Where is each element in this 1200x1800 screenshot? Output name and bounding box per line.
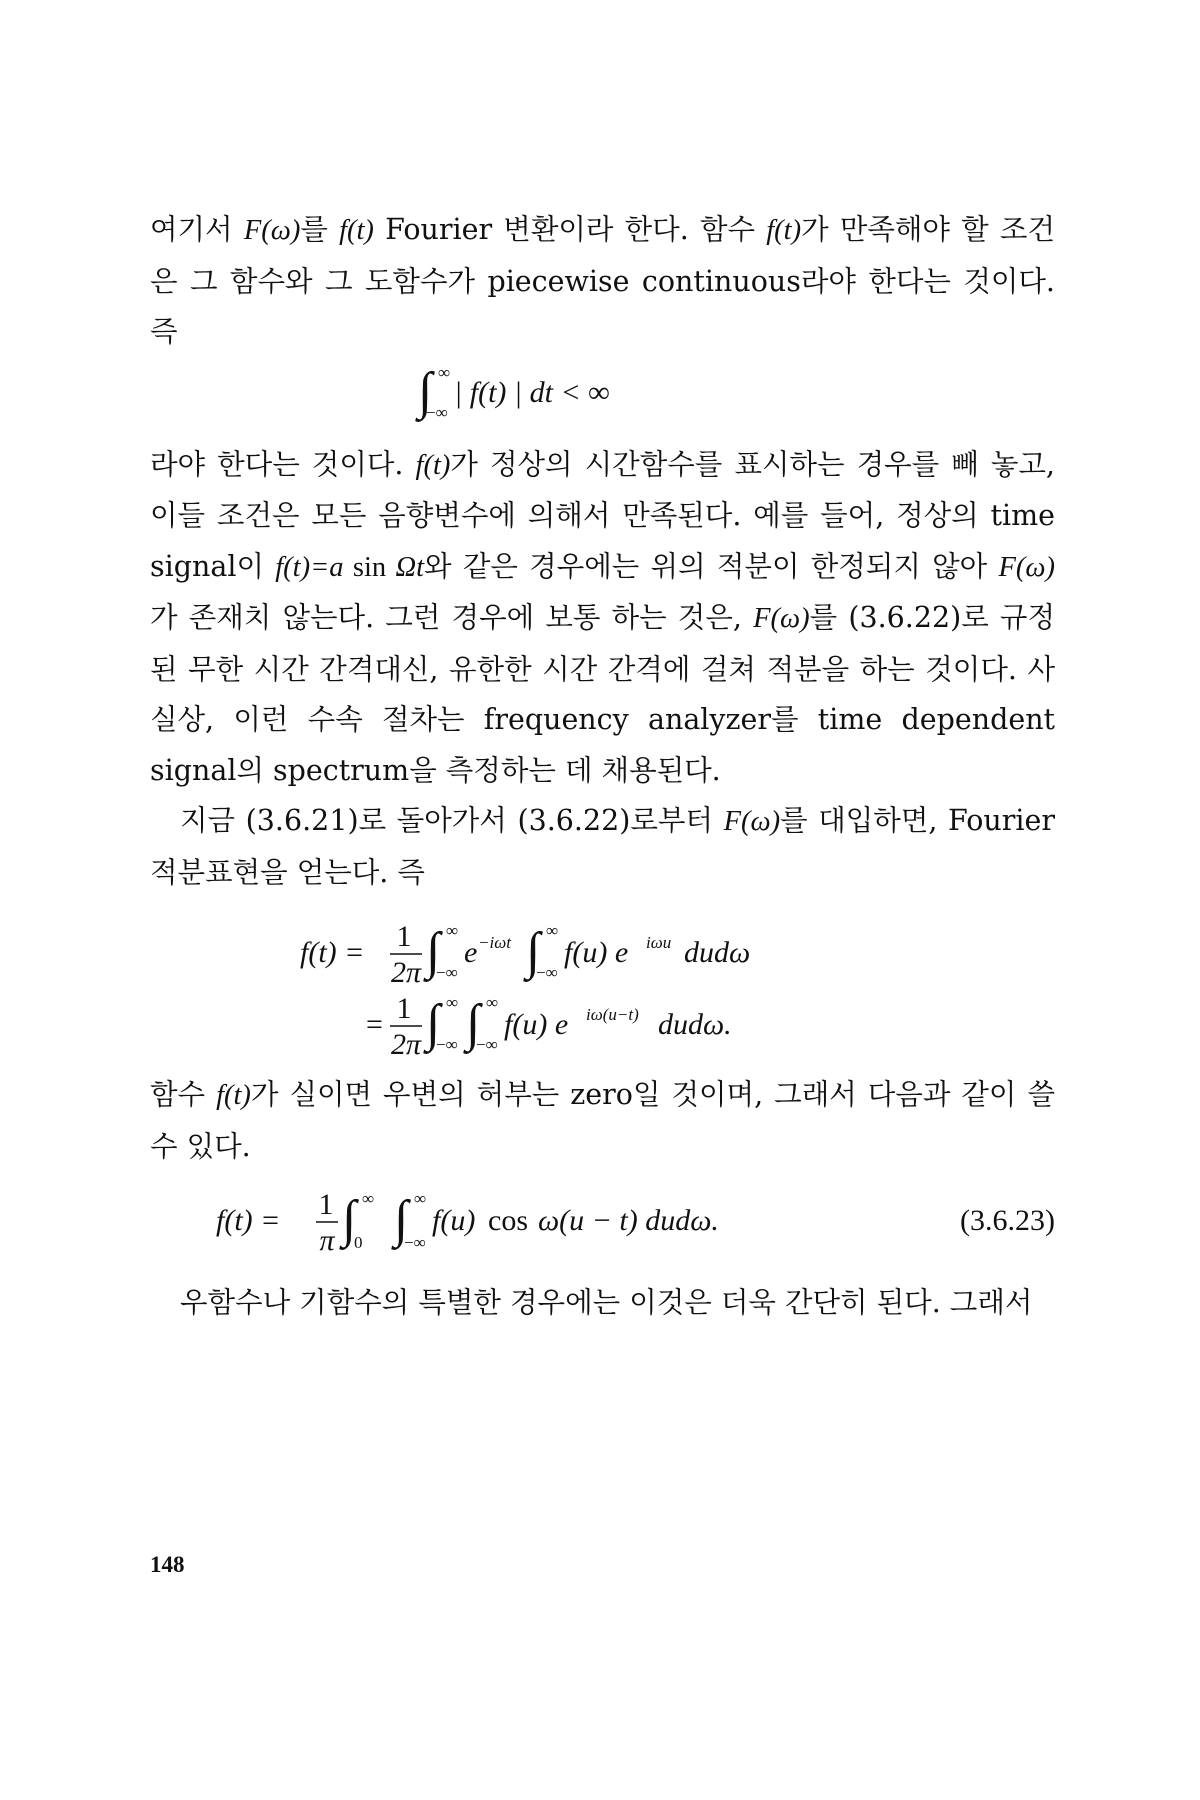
text-run: Fourier 변환이라 한다. 함수: [373, 213, 767, 246]
text-run: 라야 한다는 것이다.: [150, 447, 416, 481]
integral-upper-limit: ∞: [414, 1189, 427, 1208]
equation-3-6-23-svg: [150, 1186, 1055, 1262]
integral-lower-limit: −∞: [426, 402, 448, 422]
text-run: 가 실이면 우변의 허부는 zero일 것이며, 그래서 다음과 같이 쓸 수 있다.: [150, 1078, 1055, 1163]
differentials: dudω.: [658, 1008, 732, 1041]
integral-upper-limit: ∞: [546, 921, 559, 940]
text-run: 함수: [150, 1078, 217, 1111]
equation-fourier-integral: [150, 910, 1055, 1061]
integral-upper-limit: ∞: [486, 993, 499, 1012]
integrand: f(u) e: [504, 1008, 569, 1041]
equation-fourier-integral-svg: [150, 910, 1055, 1061]
integral-sign: ∫: [466, 995, 481, 1052]
equation-3-6-23: [150, 1186, 1055, 1262]
text-run: 여기서: [150, 213, 244, 246]
math-inline: f(t): [766, 215, 802, 246]
text-run: 를: [300, 213, 340, 246]
integral-sign: ∫: [526, 923, 541, 980]
text-run: 를 대입하면, Fourier 적분표현을 얻는다. 즉: [150, 804, 1055, 889]
fraction-numerator: 1: [396, 992, 412, 1025]
integrand: f(u): [432, 1204, 476, 1237]
integral-lower-limit: −∞: [436, 1035, 458, 1054]
integral-sign: ∫: [394, 1191, 409, 1248]
integrand: f(u) e: [564, 936, 629, 969]
integral-upper-limit: ∞: [438, 362, 451, 382]
fraction-denominator: π: [319, 1224, 335, 1257]
paragraph-substitution: [150, 796, 1055, 898]
integral-lower-limit: 0: [354, 1233, 363, 1252]
differentials: ω(u − t) dudω.: [538, 1204, 719, 1237]
exponent: iωu: [646, 933, 672, 952]
math-inline: f(t)=a: [275, 551, 344, 583]
integral-lower-limit: −∞: [536, 963, 558, 982]
text-run: 가 존재치 않는다. 그런 경우에 보통 하는 것은,: [150, 601, 754, 634]
math-inline: F(ω): [753, 603, 810, 634]
text-run: 가 만족해야 할 조건은 그 함수와 그 도함수가 piecewise continuous라야 한다는 것이다. 즉: [150, 213, 1055, 348]
text-run: 지금 (3.6.21)로 돌아가서 (3.6.22)로부터: [180, 804, 724, 837]
paragraph-even-odd: [150, 1278, 1055, 1329]
math-inline: f(t): [339, 215, 374, 246]
math-inline: F(ω): [243, 215, 301, 246]
math-inline: f(t): [216, 1080, 251, 1111]
math-inline: f(t): [415, 449, 451, 481]
equation-lhs: f(t) =: [216, 1204, 281, 1237]
equation-lhs: f(t) =: [300, 936, 365, 969]
integral-upper-limit: ∞: [446, 993, 459, 1012]
exp-base: e: [464, 936, 478, 969]
equation-integrability-svg: [150, 364, 1055, 426]
equation-integrability: [150, 364, 1055, 426]
page-body: [150, 205, 1055, 1329]
integral-lower-limit: −∞: [476, 1035, 498, 1054]
page-number: 148: [150, 1552, 185, 1577]
exponent: iω(u−t): [586, 1005, 639, 1024]
integral-sign: ∫: [426, 995, 441, 1052]
text-run: 와 같은 경우에는 위의 적분이 한정되지 않아: [424, 549, 999, 583]
paragraph-conditions: [150, 440, 1055, 797]
exponent: −iωt: [478, 933, 511, 952]
equals-sign: =: [366, 1008, 383, 1041]
integral-upper-limit: ∞: [362, 1189, 375, 1208]
math-inline: sin: [343, 551, 396, 583]
paragraph-real-function: [150, 1070, 1055, 1172]
paragraph-fourier-definition: [150, 205, 1055, 358]
integral-sign: ∫: [342, 1191, 357, 1248]
math-inline: F(ω): [723, 806, 781, 837]
fraction-numerator: 1: [396, 920, 412, 953]
equation-number: (3.6.23): [960, 1204, 1055, 1237]
fraction-denominator: 2π: [390, 1028, 422, 1061]
integral-sign: ∫: [418, 362, 433, 420]
integral-sign: ∫: [426, 923, 441, 980]
integral-lower-limit: −∞: [404, 1233, 426, 1252]
cos-function: cos: [488, 1204, 528, 1237]
math-inline: Ωt: [395, 551, 425, 583]
integral-upper-limit: ∞: [446, 921, 459, 940]
text-run: 가 정상의 시간함수를 표시하는 경우를 빼 놓고, 이들 조건은 모든 음향변수에 의해서 만족된다. 예를 들어, 정상의 time signal이: [150, 447, 1055, 583]
equation-body: | f(t) | dt < ∞: [454, 375, 610, 409]
text-run: 우함수나 기함수의 특별한 경우에는 이것은 더욱 간단히 된다. 그래서: [180, 1286, 1033, 1319]
fraction-denominator: 2π: [390, 956, 422, 989]
integral-lower-limit: −∞: [436, 963, 458, 982]
fraction-numerator: 1: [318, 1188, 334, 1221]
text-run: 를 (3.6.22)로 규정된 무한 시간 간격대신, 유한한 시간 간격에 걸쳐 적분을 하는 것이다. 사실상, 이런 수속 절차는 frequency analyzer를 time dependent signal의 spectrum을 측정하는 데 채용된다.: [150, 601, 1055, 787]
differentials: dudω: [684, 936, 751, 969]
math-inline: F(ω): [998, 551, 1055, 583]
